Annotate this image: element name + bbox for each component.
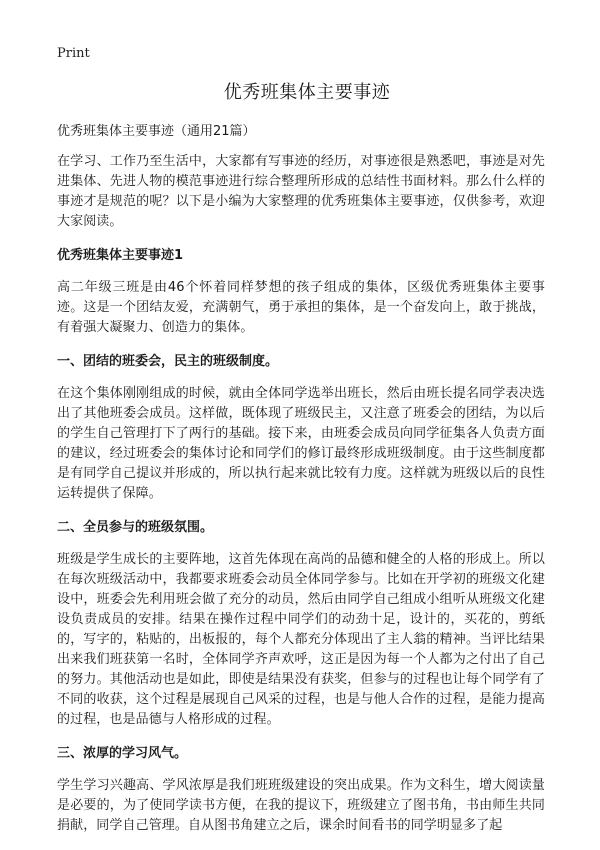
intro-paragraph: 在学习、工作乃至生活中，大家都有写事迹的经历，对事迹很是熟悉吧，事迹是对先进集体、先进人物的模范事迹进行综合整理所形成的总结性书面材料。那么什么样的事迹才是规范的呢？以下是小编为大家整理的优秀班集体主要事迹，仅供参考，欢迎大家阅读。 — [57, 154, 545, 229]
section-heading-2: 二、全员参与的班级氛围。 — [57, 520, 214, 535]
section-heading-1: 一、团结的班委会，民主的班级制度。 — [57, 354, 279, 369]
paragraph-1: 高二年级三班是由46个怀着同样梦想的孩子组成的集体，区级优秀班集体主要事迹。这是一个团结友爱，充满朝气，勇于承担的集体，是一个奋发向上，敢于挑战，有着强大凝聚力、创造力的集体。 — [57, 280, 545, 335]
paragraph-4: 学生学习兴趣高、学风浓厚是我们班班级建设的突出成果。作为文科生，增大阅读量是必要的，为了使同学读书方便，在我的提议下，班级建立了图书角，书由师生共同捐献，同学自己管理。自从图书角建立之后，课余时间看书的同学明显多了起 — [57, 778, 545, 833]
page-title: 优秀班集体主要事迹 — [223, 82, 391, 103]
paragraph-3: 班级是学生成长的主要阵地，这首先体现在高尚的品德和健全的人格的形成上。所以在每次班级活动中，我都要求班委会动员全体同学参与。比如在开学初的班级文化建设中，班委会先利用班会做了充分的动员，然后由同学自己组成小组听从班级文化建设负责成员的安排。结果在操作过程中同学们的动劲十足，设计的，买花的，剪纸的，写字的，粘贴的，出板报的，每个人都充分体现出了主人翁的精神。当评比结果出来我们班获第一名时，全体同学齐声欢呼，这正是因为每一个人都为之付出了自己的努力。其他活动也是如此，即使是结果没有获奖，但参与的过程也让每个同学有了不同的收获，这个过程是展现自己风采的过程，也是与他人合作的过程，是能力提高的过程，也是品德与人格形成的过程。 — [57, 552, 545, 727]
document-subtitle: 优秀班集体主要事迹（通用21篇） — [57, 124, 256, 139]
article-heading-1: 优秀班集体主要事迹1 — [57, 248, 184, 263]
document-body — [57, 80, 545, 850]
print-link[interactable]: Print — [57, 46, 90, 61]
paragraph-2: 在这个集体刚刚组成的时候，就由全体同学选举出班长，然后由班长提名同学表决选出了其他班委会成员。这样做，既体现了班级民主，又注意了班委会的团结，为以后的学生自己管理打下了两行的基础。接下来，由班委会成员向同学征集各人负责方面的建议，经过班委会的集体讨论和同学们的修订最终形成班级制度。由于这些制度都是有同学自己提议并形成的，所以执行起来就比较有力度。这样就为班级以后的良性运转提供了保障。 — [57, 386, 545, 501]
section-heading-3: 三、浓厚的学习风气。 — [57, 746, 188, 761]
